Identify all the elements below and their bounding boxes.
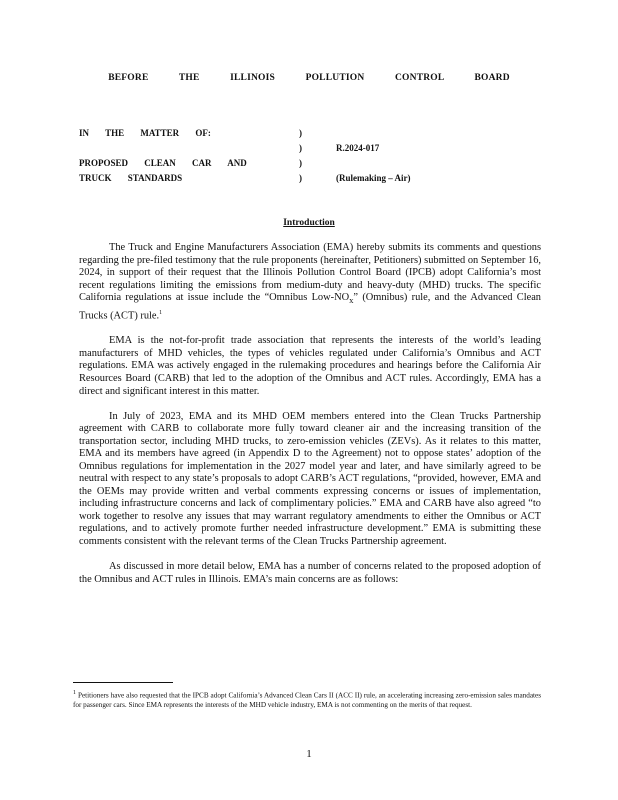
paragraph-3: [79, 411, 541, 549]
case-caption: [79, 128, 539, 188]
footnote-divider: [73, 682, 173, 683]
paragraph-4: [79, 561, 541, 586]
body-text: [79, 242, 541, 599]
matter-line-2: PROPOSED CLEAN CAR AND: [79, 158, 247, 168]
footnote-ref: 1: [159, 309, 163, 316]
paragraph-text: EMA is the not-for-profit trade association that represents the interests of the world’s leading manufacturers of MHD vehicles, the types of vehicles regulated under California’s Omnibus and ACT regulations. EMA was actively engaged in the rulemaking procedures and hearings before the California Air Resources Board (CARB) that led to the adoption of the Omnibus and ACT rules. Accordingly, EMA has a direct and significant interest in this matter.: [79, 335, 541, 397]
docket-number: R.2024-017: [336, 143, 380, 153]
matter-line-1: IN THE MATTER OF:: [79, 128, 211, 138]
paragraph-text: As discussed in more detail below, EMA has a number of concerns related to the proposed adoption of the Omnibus and ACT rules in Illinois. EMA’s main concerns are as follows:: [79, 561, 541, 585]
section-heading: [0, 218, 618, 228]
board-caption: BEFORE THE ILLINOIS POLLUTION CONTROL BOARD: [108, 73, 510, 83]
paren: ): [299, 173, 302, 183]
paragraph-text: The Truck and Engine Manufacturers Association (EMA) hereby submits its comments and questions regarding the pre-filed testimony that the rule proponents (hereinafter, Petitioners) submitted on September 16, 2024, in support of their request that the Illinois Pollution Control Board (IPCB) adopt California’s most recent regulations limiting the emissions from medium-duty and heavy-duty (MHD) trucks. The specific California regulations at issue include the “Omnibus Low-NO: [79, 242, 541, 304]
footnote: [73, 689, 541, 710]
paren: ): [299, 158, 302, 168]
paren: ): [299, 128, 302, 138]
paragraph-1: [79, 242, 541, 323]
rulemaking-type: (Rulemaking – Air): [336, 173, 411, 183]
paragraph-text: In July of 2023, EMA and its MHD OEM members entered into the Clean Trucks Partnership agreement with CARB to collaborate more fully toward cleaner air and the increasing transition of the transportation sector, including MHD trucks, to zero-emission vehicles (ZEVs). As it relates to this matter, EMA and its members have agreed (in Appendix D to the Agreement) not to oppose states’ adoption of the Omnibus regulations for implementation in the 2027 model year and later, and have similarly agreed to be neutral with respect to any state’s proposals to adopt CARB’s ACT regulations, “provided, however, EMA and the OEMs may provide written and verbal comments expressing concerns or issues of implementation, including infrastructure concerns and lack of complimentary policies.” EMA and CARB have also agreed “to work together to resolve any issues that may warrant regulatory amendments to either the Omnibus or ACT regulations, and to actively promote further needed infrastructure development.” EMA is submitting these comments consistent with the relevant terms of the Clean Trucks Partnership agreement.: [79, 410, 541, 548]
heading-text: Introduction: [283, 218, 335, 228]
footnote-text: Petitioners have also requested that the IPCB adopt California’s Advanced Clean Cars II (ACC II) rule, an accelerating increasing zero-emission sales mandates for passenger cars. Since EMA represents the interests of the MHD vehicle industry, EMA is not commenting on the merits of that request.: [73, 691, 541, 709]
matter-line-3: TRUCK STANDARDS: [79, 173, 183, 183]
paren: ): [299, 143, 302, 153]
paragraph-2: [79, 335, 541, 398]
subscript-x: x: [349, 295, 354, 306]
page-number: 1: [306, 748, 312, 760]
footnote-mark: 1: [73, 690, 76, 696]
paragraph-tail: ” (Omnibus) rule, and the Advanced Clean Trucks (ACT) rule.: [79, 292, 542, 322]
